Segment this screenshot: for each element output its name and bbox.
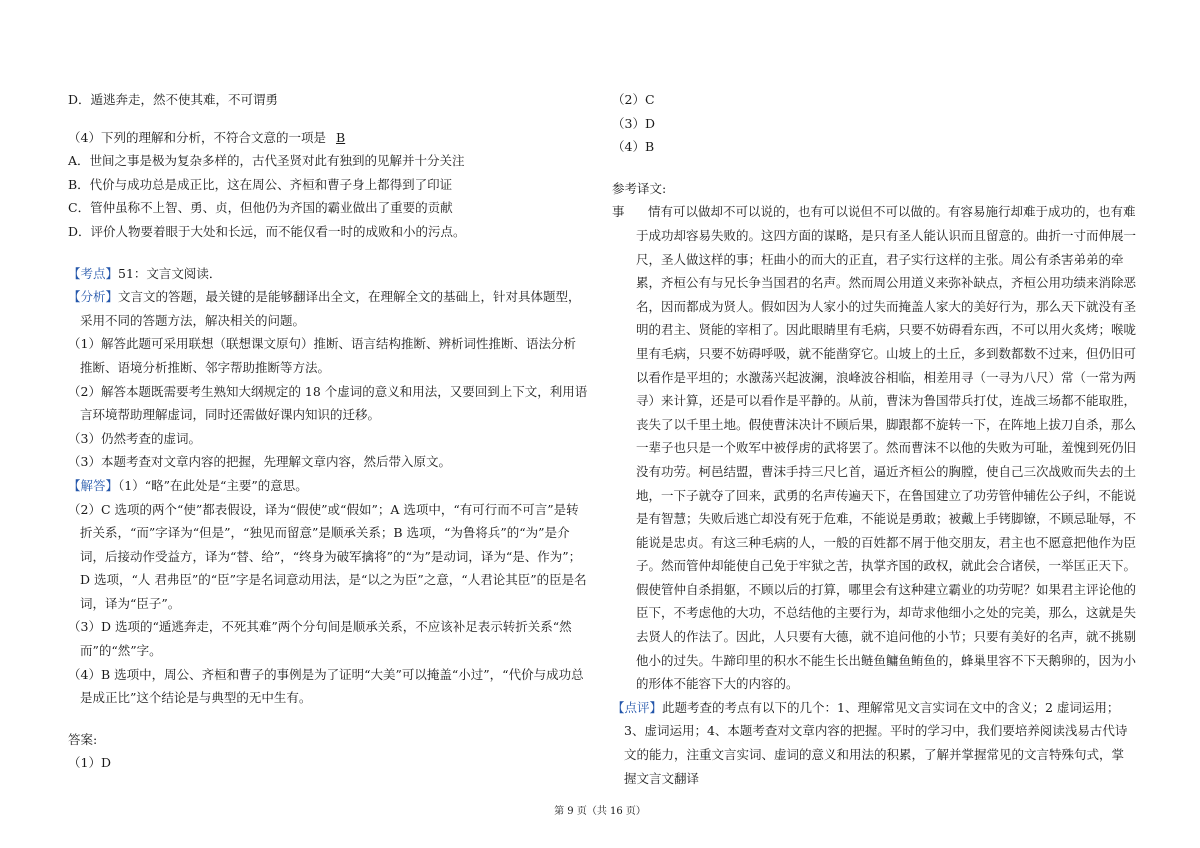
fenxi-label: 【分析】 [68, 289, 119, 305]
jieda-label: 【解答】 [68, 477, 119, 493]
question-4 [68, 126, 588, 150]
answer-2: （2）C [612, 92, 655, 107]
fenxi-item-1: （1）解答此题可采用联想（联想课文原句）推断、语言结构推断、辨析词性推断、语法分析推断、语境分析推断、邻字帮助推断等方法。 [68, 336, 576, 375]
answer-label: 答案: [68, 731, 98, 747]
reference-translation [612, 200, 1136, 695]
answer-4: （4）B [612, 139, 655, 155]
fenxi-item-4: （3）本题考查对文章内容的把握，先理解文章内容，然后带入原文。 [68, 454, 451, 470]
jieda-item-2: （2）C 选项的两个“使”都表假设，译为“假使”或“假如”；A 选项中，“有可行而不可言”是转折关系，“而”字译为“但是”，“独见而留意”是顺承关系；B 选项，“为鲁将兵”的“为”是介词，后接动作受益方，译为“替、给”，“终身为破军擒将”的“为”是动词，译为“是、作为”；D 选项，“人 君弗臣”的“臣”字是名词意动用法，是“以之为臣”之意，“人君论其臣”的臣是名词，译为“臣子”。 [68, 501, 587, 611]
dianping [612, 696, 1136, 790]
q4-option-b: B．代价与成功总是成正比，这在周公、齐桓和曹子身上都得到了印证 [68, 176, 453, 192]
jieda-item-3: （3）D 选项的“遁逃奔走，不死其难”两个分句间是顺承关系，不应该补足表示转折关系“然而”的“然”字。 [68, 619, 572, 659]
dianping-text: 此题考查的考点有以下的几个：1、理解常见文言实词在文中的含义；2 虚词运用；3、虚词运用；4、本题考查对文章内容的把握。平时的学习中，我们要培养阅读浅易古代诗文的能力，注重文言实词、虚词的意义和用法的积累，了解并掌握常见的文言特殊句式，掌握文言文翻译 [624, 699, 1128, 786]
jieda-first: （1）“略”在此处是“主要”的意思。 [118, 477, 308, 493]
question-4-answer: B [335, 129, 346, 145]
fenxi [68, 285, 588, 332]
question-4-prompt: （4）下列的理解和分析，不符合文意的一项是 [68, 129, 326, 145]
dianping-label: 【点评】 [612, 699, 663, 715]
translation-text: 情有可以做却不可以说的，也有可以说但不可以做的。有容易施行却难于成功的，也有难于成功却容易失败的。这四方面的谋略，是只有圣人能认识而且留意的。曲折一寸而伸展一尺，圣人做这样的事；枉曲小的而大的正直，君子实行这样的主张。周公有杀害弟弟的牵累，齐桓公有与兄长争当国君的名声。然而周公用道义来弥补缺点，齐桓公用功绩来消除恶名，因而都成为贤人。假如因为人家小的过失而掩盖人家大的美好行为，那么天下就没有圣明的君主、贤能的宰相了。因此眼睛里有毛病，只要不妨碍看东西，不可以用火炙烤；喉咙里有毛病，只要不妨碍呼吸，就不能凿穿它。山坡上的土丘，多到数都数不过来，但仍旧可以看作是平坦的；水激荡兴起波澜，浪峰波谷相临，相差用寻（一寻为八尺）常（一常为两寻）来计算，还是可以看作是平静的。从前，曹沫为鲁国带兵打仗，连战三场都不能取胜，丧失了以千里土地。假使曹沫决计不顾后果，脚跟都不旋转一下，在阵地上拔刀自杀，那么一辈子也只是一个败军中被俘虏的武将罢了。然而曹沫不以他的失败为可耻，羞愧到死仍旧没有功劳。柯邑结盟，曹沫手持三尺匕首，逼近齐桓公的胸膛，使自己三次战败而失去的土地，一下子就夺了回来，武勇的名声传遍天下，在鲁国建立了功劳管仲辅佐公子纠，不能说是有智慧；失败后逃亡却没有死于危难，不能说是勇敢；被戴上手铐脚镣，不顾忌耻辱，不能说是忠贞。有这三种毛病的人，一般的百姓都不屑于他交朋友，君主也不愿意把他作为臣子。然而管仲却能使自己免于牢狱之苦，执掌齐国的政权，就此会合诸侯，一举匡正天下。假使管仲自杀捐躯，不顾以后的打算，哪里会有这种建立霸业的功劳呢？如果君主评论他的臣下，不考虑他的大功，不总结他的主要行为，却苛求他细小之处的完美，那么，这就是失去贤人的作法了。因此，人只要有大德，就不追问他的小节；只要有美好的名声，就不挑剔他小的过失。牛蹄印里的积水不能生长出鲢鱼鳙鱼鲔鱼的，蜂巢里容不下天鹅卵的，因为小的形体不能容下大的内容的。 [636, 204, 1137, 692]
q4-option-a: A．世间之事是极为复杂多样的，古代圣贤对此有独到的见解并十分关注 [68, 153, 465, 169]
right-column [612, 88, 1136, 790]
answer-3: （3）D [612, 115, 655, 131]
page-footer: 第 9 页（共 16 页） [554, 806, 646, 817]
fenxi-item-3: （3）仍然考查的虚词。 [68, 430, 201, 446]
fenxi-item-2: （2）解答本题既需要考生熟知大纲规定的 18 个虚词的意义和用法，又要回到上下文，利用语言环境帮助理解虚词，同时还需做好课内知识的迁移。 [68, 383, 588, 423]
translation-first-char: 事 [612, 204, 625, 220]
answer-1: （1）D [68, 755, 111, 771]
q4-option-c: C．管仲虽称不上智、勇、贞，但他仍为齐国的霸业做出了重要的贡献 [68, 200, 453, 216]
kaodian [68, 262, 588, 286]
jieda [68, 474, 588, 498]
q4-option-d: D．评价人物要着眼于大处和长远，而不能仅看一时的成败和小的污点。 [68, 223, 466, 239]
fenxi-text: 文言文的答题，最关键的是能够翻译出全文，在理解全文的基础上，针对具体题型，采用不同的答题方法，解决相关的问题。 [80, 289, 581, 328]
reference-translation-title: 参考译文: [612, 180, 667, 196]
kaodian-text: 51：文言文阅读． [118, 265, 222, 281]
kaodian-label: 【考点】 [68, 265, 119, 281]
left-column [68, 88, 588, 775]
jieda-item-4: （4）B 选项中，周公、齐桓和曹子的事例是为了证明“大美”可以掩盖“小过”，“代价与成功总是成正比”这个结论是与典型的无中生有。 [68, 666, 584, 706]
option-d-previous: D．遁逃奔走，然不使其难，不可谓勇 [68, 92, 279, 107]
